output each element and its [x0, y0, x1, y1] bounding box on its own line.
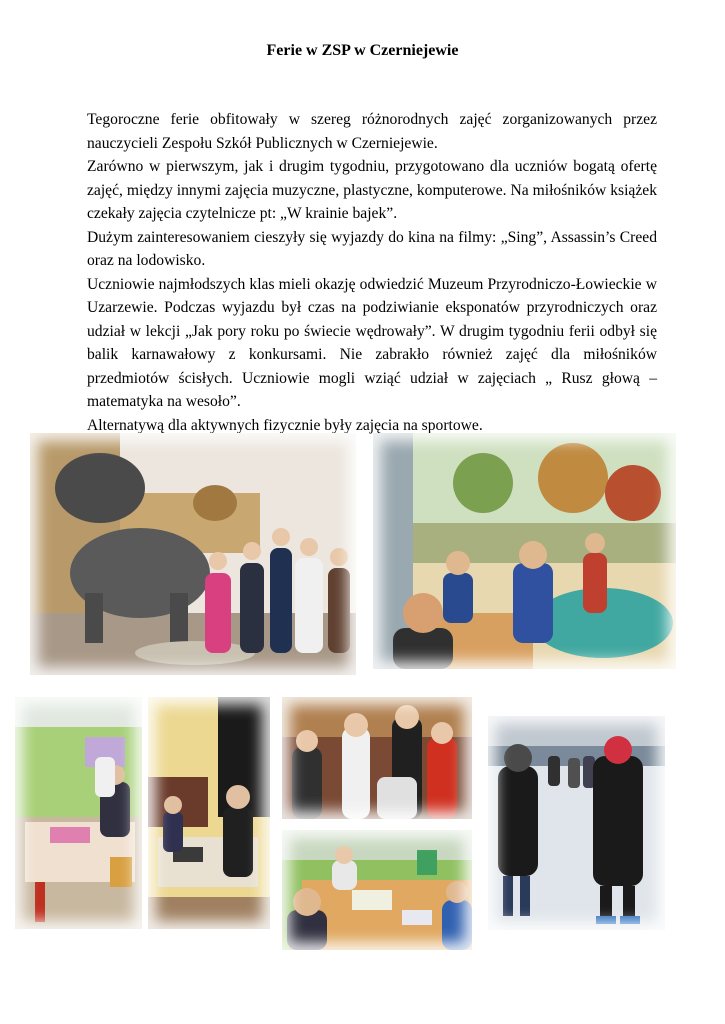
paragraph: Zarówno w pierwszym, jak i drugim tygodniu, przygotowano dla uczniów bogatą ofertę zajęć, między innymi zajęcia muzyczne, plastyczne, komputerowe. Na miłośników książek czekały zajęcia czytelnicze pt: „W krainie bajek”. — [87, 158, 657, 222]
photo-museum-animals — [30, 433, 356, 675]
photo-board-games — [282, 830, 472, 950]
paragraph: Tegoroczne ferie obfitowały w szereg różnorodnych zajęć zorganizowanych przez nauczycieli Zespołu Szkół Publicznych w Czerniejewie. — [87, 111, 657, 152]
paragraph: Dużym zainteresowaniem cieszyły się wyjazdy do kina na filmy: „Sing”, Assassin’s Creed oraz na lodowisko. — [87, 228, 657, 269]
article-body — [87, 108, 657, 437]
photo-museum-diorama — [373, 433, 676, 669]
paragraph: Alternatywą dla aktywnych fizycznie były zajęcia na sportowe. — [87, 416, 483, 434]
paragraph: Uczniowie najmłodszych klas mieli okazję odwiedzić Muzeum Przyrodniczo-Łowieckie w Uzarzewie. Podczas wyjazdu był czas na podziwianie eksponatów przyrodniczych oraz udział w lekcji „Jak pory roku po świecie wędrowały”. W drugim tygodniu ferii odbył się balik karnawałowy z konkursami. Nie zabrakło również zajęć dla miłośników przedmiotów ścisłych. Uczniowie mogli wziąć udział w zajęciach „ Rusz głową – matematyka na wesoło”. — [87, 275, 657, 410]
photo-classroom-green — [15, 697, 142, 929]
photo-carnival-party — [282, 697, 472, 819]
document-title: Ferie w ZSP w Czerniejewie — [266, 42, 459, 59]
photo-music-room — [148, 697, 270, 929]
photo-ice-rink — [488, 716, 665, 930]
